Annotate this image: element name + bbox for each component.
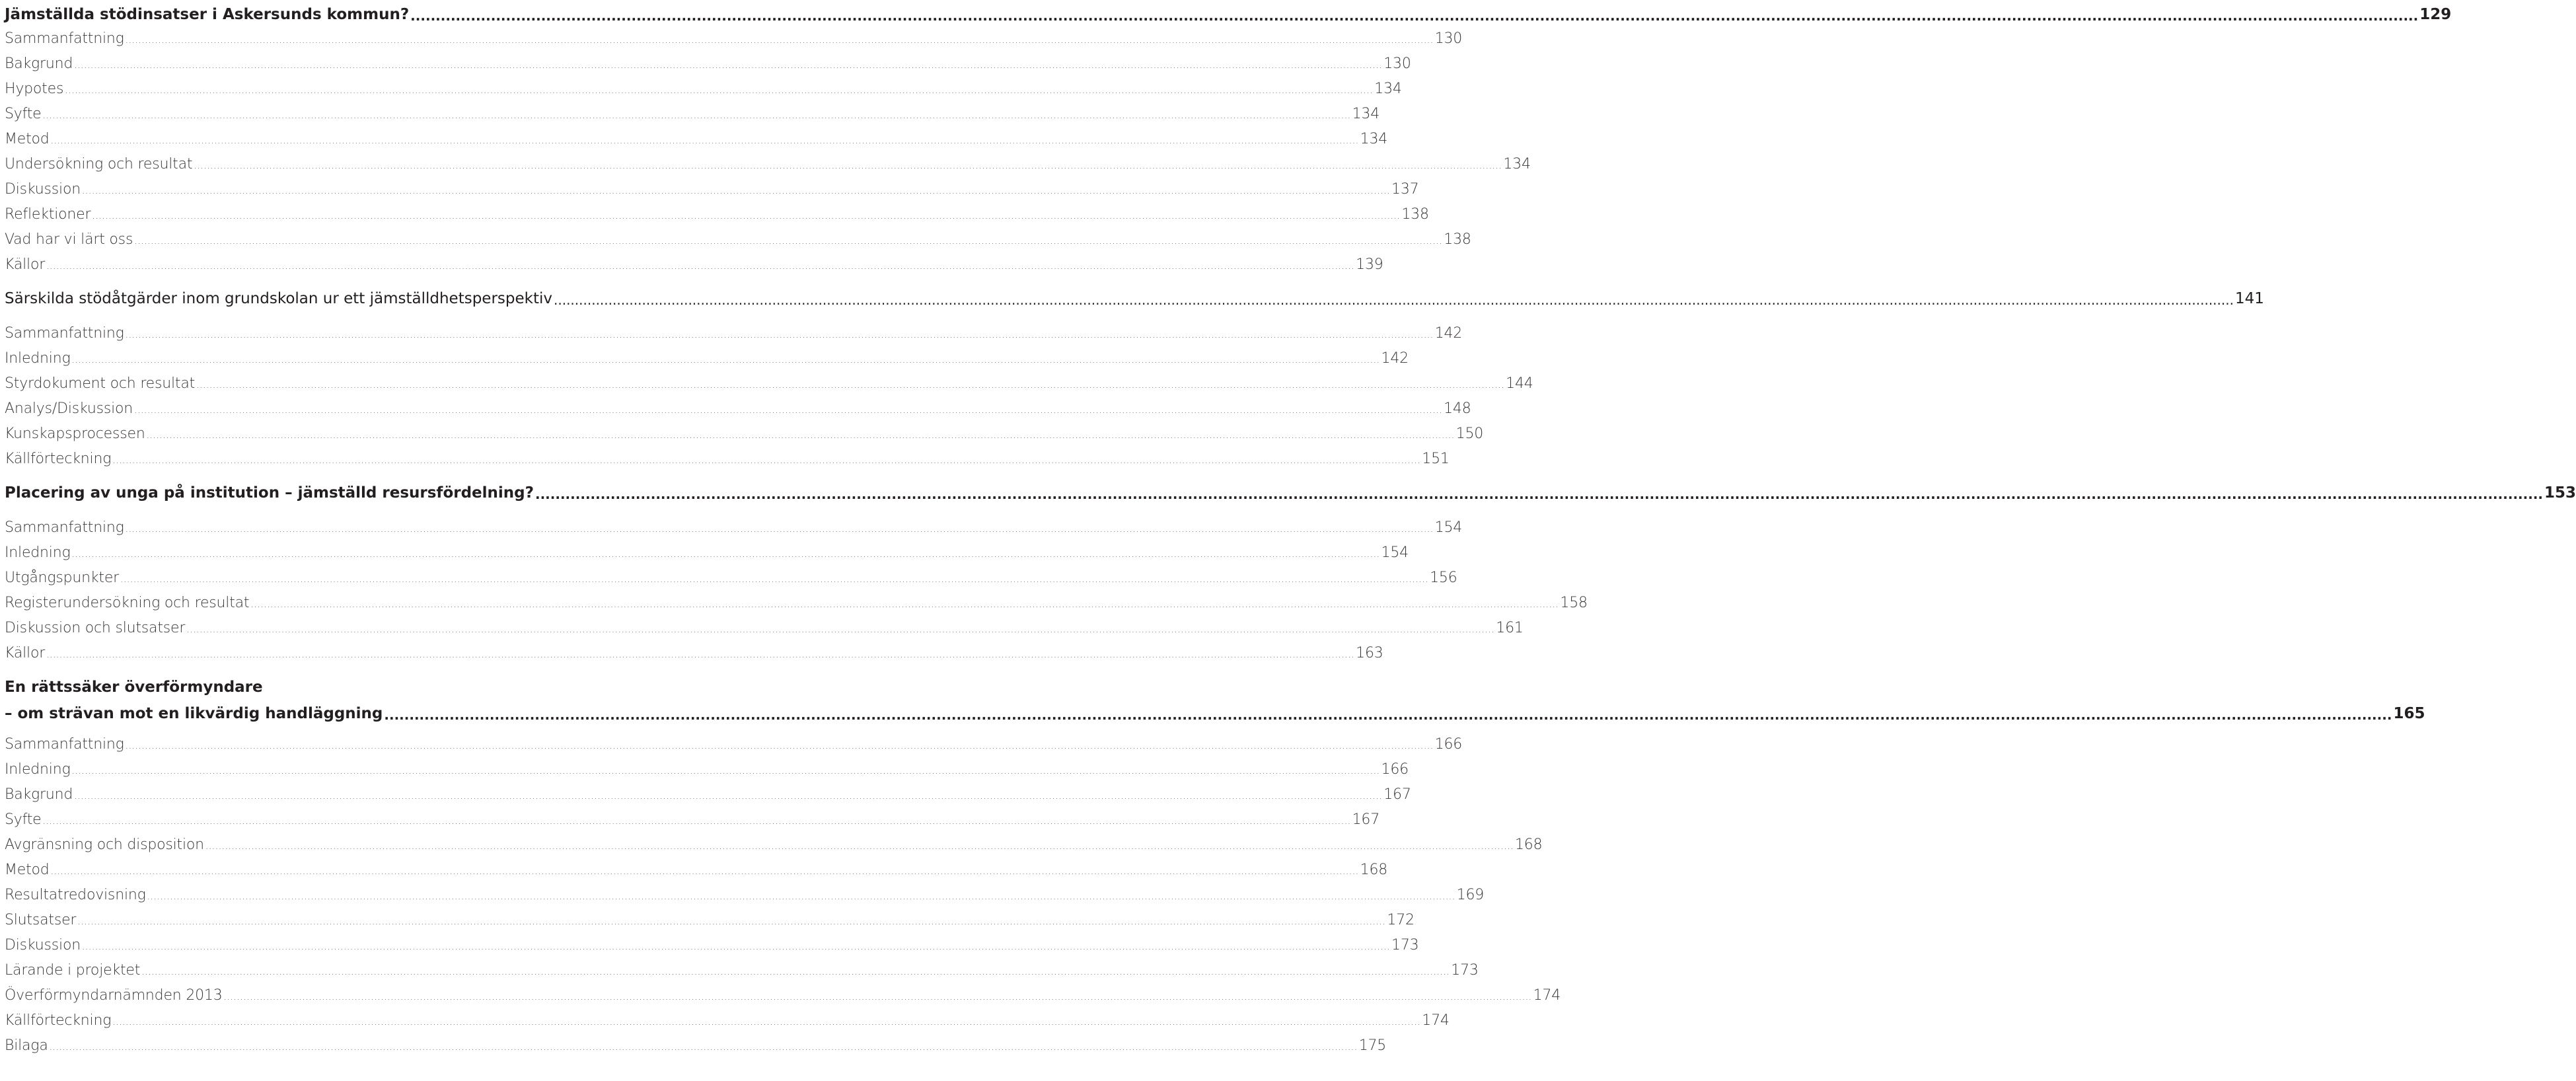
toc-entry-title: Sammanfattning [5,736,124,753]
dot-leader: ................................................................................................................................................................................................................................................................................................................................................................................................................ [71,549,1380,560]
toc-entry[interactable] [5,365,1533,392]
toc-entry[interactable] [5,315,1463,342]
toc-page-number: 129 [2419,6,2452,23]
toc-page-number: 158 [1560,595,1588,611]
toc-entry[interactable] [5,221,1471,248]
dot-leader: ................................................................................................................................................................................................................................................................................................................................................................................................................ [120,574,1429,585]
toc-page-number: 173 [1391,937,1419,953]
toc-page-number: 167 [1352,811,1380,828]
toc-entry-title: Diskussion [5,181,81,198]
toc-page-number: 130 [1434,30,1463,47]
toc-entry-title: Kunskapsprocessen [5,426,145,442]
dot-leader: ................................................................................................................................................................................................................................................................................................................................................................................................................ [125,741,1434,751]
toc-entry-title: Källor [5,256,46,273]
toc-entry-title: Utgångspunkter [5,570,120,586]
toc-page-number: 141 [2234,290,2264,307]
toc-page-number: 156 [1430,570,1457,586]
toc-entry[interactable] [5,826,1543,853]
toc-entry-title: Syfte [5,811,42,828]
toc-page-number: 134 [1374,81,1402,97]
toc-entry[interactable] [5,609,1524,636]
toc-entry[interactable] [5,876,1485,903]
toc-page-number: 148 [1444,400,1471,417]
toc-entry-title: Sammanfattning [5,325,124,342]
toc-page-number: 161 [1496,620,1524,636]
toc-entry-title: Vad har vi lärt oss [5,231,133,248]
dot-leader: ................................................................................................................................................................................................................................................................................................................................................................................................................ [205,841,1514,852]
dot-leader: ................................................................................................................................................................................................................................................................................................................................................................................................................ [42,816,1351,827]
toc-page-number: 166 [1381,761,1409,778]
toc-entry-title: Lärande i projektet [5,962,141,979]
toc-entry-title: Metod [5,131,50,147]
toc-entry[interactable] [5,801,1380,828]
toc-page-number: 173 [1451,962,1479,979]
dot-leader: ................................................................................................................................................................................................................................................................................................................................................................................................................ [65,85,1374,96]
toc-page-number: 175 [1358,1037,1387,1054]
toc-page-number: 153 [2544,484,2576,502]
dot-leader: ................................................................................................................................................................................................................................................................................................................................................................................................................ [77,916,1386,927]
toc-entry-title: Analys/Diskussion [5,400,133,417]
toc-page-number: 168 [1360,862,1388,878]
toc-entry[interactable] [5,559,1457,586]
dot-leader: ................................................................................................................................................................................................................................................................................................................................................................................................................ [46,650,1355,660]
dot-leader: ................................................................................................................................................................................................................................................................................................................................................................................................................ [410,8,2419,24]
toc-page-number: 169 [1456,887,1485,903]
dot-leader: ................................................................................................................................................................................................................................................................................................................................................................................................................ [147,891,1455,902]
section-heading[interactable] [5,695,2425,723]
toc-entry-title: Bilaga [5,1037,48,1054]
dot-leader: ................................................................................................................................................................................................................................................................................................................................................................................................................ [134,405,1443,416]
toc-page-number: 163 [1356,645,1383,661]
toc-entry-title: Källor [5,645,46,661]
toc-entry[interactable] [5,926,1419,953]
toc-page-number: 137 [1391,181,1419,198]
toc-entry-title: Jämställda stödinsatser i Askersunds kommun? [5,6,410,23]
toc-entry[interactable] [5,1002,1450,1029]
dot-leader: ................................................................................................................................................................................................................................................................................................................................................................................................................ [42,110,1351,121]
dot-leader: ................................................................................................................................................................................................................................................................................................................................................................................................................ [50,135,1359,146]
toc-entry[interactable] [5,415,1484,442]
toc-entry-title: Inledning [5,544,71,561]
toc-entry-title: Inledning [5,761,71,778]
toc-entry[interactable] [5,390,1471,417]
toc-page-number: 174 [1533,987,1561,1004]
toc-entry-title: Metod [5,862,50,878]
toc-page-number: 172 [1387,912,1415,928]
toc-entry-title: Överförmyndarnämnden 2013 [5,987,223,1004]
toc-entry-title: Avgränsning och disposition [5,837,204,853]
section-heading-line: En rättssäker överförmyndare [5,679,263,696]
toc-page-number: 130 [1383,56,1411,72]
toc-entry[interactable] [5,340,1409,367]
toc-page-number: 154 [1434,519,1463,536]
section-heading[interactable] [5,474,2576,502]
toc-entry[interactable] [5,95,1380,122]
toc-entry[interactable] [5,170,1419,198]
toc-entry[interactable] [5,440,1450,467]
toc-entry-title: Inledning [5,350,71,367]
dot-leader: ................................................................................................................................................................................................................................................................................................................................................................................................................ [46,261,1355,272]
toc-page-number: 134 [1352,106,1380,122]
toc-entry-title: Bakgrund [5,56,73,72]
dot-leader: ................................................................................................................................................................................................................................................................................................................................................................................................................ [534,486,2544,502]
toc-entry-title: Styrdokument och resultat [5,375,196,392]
toc-entry[interactable] [5,951,1479,979]
toc-entry[interactable] [5,246,1383,273]
dot-leader: ................................................................................................................................................................................................................................................................................................................................................................................................................ [71,355,1380,365]
dot-leader: ................................................................................................................................................................................................................................................................................................................................................................................................................ [74,60,1383,71]
toc-entry[interactable] [5,634,1383,661]
toc-entry-title: Särskilda stödåtgärder inom grundskolan ur ett jämställdhetsperspektiv [5,290,552,307]
toc-entry-title: Källförteckning [5,1012,112,1029]
toc-entry-title: Resultatredovisning [5,887,146,903]
dot-leader: ................................................................................................................................................................................................................................................................................................................................................................................................................ [125,524,1434,535]
toc-entry-title: Källförteckning [5,451,112,467]
dot-leader: ................................................................................................................................................................................................................................................................................................................................................................................................................ [196,380,1505,391]
dot-leader: ................................................................................................................................................................................................................................................................................................................................................................................................................ [112,1017,1421,1027]
toc-page-number: 142 [1381,350,1409,367]
toc-entry-title: Slutsatser [5,912,77,928]
dot-leader: ................................................................................................................................................................................................................................................................................................................................................................................................................ [81,186,1391,196]
toc-entry[interactable] [5,120,1388,147]
toc-entry-title: – om strävan mot en likvärdig handläggning [5,705,383,722]
dot-leader: ................................................................................................................................................................................................................................................................................................................................................................................................................ [125,330,1434,340]
toc-entry[interactable] [5,70,1402,97]
toc-page-number: 138 [1401,206,1429,223]
dot-leader: ................................................................................................................................................................................................................................................................................................................................................................................................................ [554,292,2234,308]
dot-leader: ................................................................................................................................................................................................................................................................................................................................................................................................................ [71,766,1380,776]
toc-entry-title: Sammanfattning [5,30,124,47]
toc-entry-title: Hypotes [5,81,64,97]
dot-leader: ................................................................................................................................................................................................................................................................................................................................................................................................................ [92,211,1401,221]
toc-entry-title: Diskussion och slutsatser [5,620,186,636]
toc-page-number: 165 [2393,705,2425,722]
dot-leader: ................................................................................................................................................................................................................................................................................................................................................................................................................ [194,161,1502,171]
dot-leader: ................................................................................................................................................................................................................................................................................................................................................................................................................ [250,599,1559,610]
toc-entry-title: Sammanfattning [5,519,124,536]
toc-entry[interactable] [5,509,1463,536]
toc-entry[interactable] [5,977,1561,1004]
dot-leader: ................................................................................................................................................................................................................................................................................................................................................................................................................ [74,791,1383,801]
toc-page-number: 134 [1360,131,1388,147]
toc-entry[interactable] [5,584,1588,611]
toc-page-number: 142 [1434,325,1463,342]
toc-entry[interactable] [5,1027,1387,1054]
toc-page-number: 168 [1514,837,1543,853]
toc-entry-title: Diskussion [5,937,81,953]
toc-entry-title: Undersökning och resultat [5,156,193,172]
toc-entry[interactable] [5,534,1409,561]
toc-entry-title: Placering av unga på institution – jämställd resursfördelning? [5,484,534,502]
toc-page-number: 134 [1503,156,1531,172]
toc-entry[interactable] [5,851,1388,878]
toc-page-number: 150 [1455,426,1484,442]
toc-page-number: 138 [1444,231,1471,248]
dot-leader: ................................................................................................................................................................................................................................................................................................................................................................................................................ [223,992,1532,1002]
toc-entry-title: Bakgrund [5,786,73,803]
dot-leader: ................................................................................................................................................................................................................................................................................................................................................................................................................ [141,967,1450,977]
toc-entry[interactable] [5,776,1411,803]
section-heading[interactable] [5,0,2452,24]
toc-page-number: 144 [1506,375,1533,392]
toc-entry[interactable] [5,726,1463,753]
toc-entry[interactable] [5,145,1531,172]
toc-page-number: 166 [1434,736,1463,753]
toc-page-number: 139 [1356,256,1383,273]
dot-leader: ................................................................................................................................................................................................................................................................................................................................................................................................................ [146,430,1455,441]
toc-entry[interactable] [5,20,1463,47]
toc-entry-title: Syfte [5,106,42,122]
dot-leader: ................................................................................................................................................................................................................................................................................................................................................................................................................ [112,455,1421,466]
section-heading[interactable] [5,280,2264,308]
dot-leader: ................................................................................................................................................................................................................................................................................................................................................................................................................ [125,35,1434,46]
dot-leader: ................................................................................................................................................................................................................................................................................................................................................................................................................ [81,942,1391,952]
toc-page-number: 174 [1422,1012,1450,1029]
toc-page-number: 151 [1422,451,1450,467]
toc-entry[interactable] [5,196,1429,223]
toc-entry-title: Reflektioner [5,206,91,223]
dot-leader: ................................................................................................................................................................................................................................................................................................................................................................................................................ [50,866,1359,877]
toc-entry[interactable] [5,751,1409,778]
dot-leader: ................................................................................................................................................................................................................................................................................................................................................................................................................ [384,707,2392,723]
toc-entry-title: Registerundersökning och resultat [5,595,250,611]
toc-entry[interactable] [5,901,1415,928]
toc-entry[interactable] [5,45,1411,72]
dot-leader: ................................................................................................................................................................................................................................................................................................................................................................................................................ [49,1042,1358,1053]
toc-page-number: 154 [1381,544,1409,561]
dot-leader: ................................................................................................................................................................................................................................................................................................................................................................................................................ [134,236,1443,246]
toc-page-number: 167 [1383,786,1411,803]
dot-leader: ................................................................................................................................................................................................................................................................................................................................................................................................................ [186,624,1495,635]
